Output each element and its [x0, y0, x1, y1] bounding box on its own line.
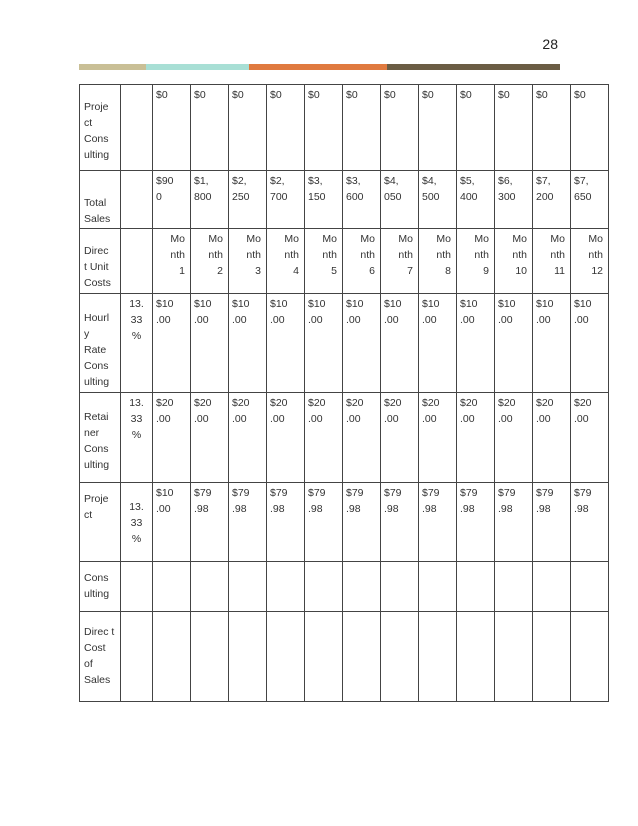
table-cell: [571, 612, 609, 702]
cell-text: $0: [308, 89, 320, 101]
percent-cell: [121, 171, 153, 229]
table-cell: [533, 483, 571, 562]
table-cell: [305, 393, 343, 483]
table-cell: [457, 294, 495, 393]
table-cell: [343, 171, 381, 229]
table-cell: [495, 229, 533, 294]
cell-text: $10 .00: [536, 298, 554, 326]
cell-text: $7, 650: [574, 175, 592, 203]
cell-text: $0: [346, 89, 358, 101]
table-cell: [343, 562, 381, 612]
cell-text: $0: [574, 89, 586, 101]
table-cell: [191, 294, 229, 393]
table-row: [80, 483, 609, 562]
cell-text: $10 .00: [156, 487, 174, 515]
table-cell: [305, 85, 343, 171]
table-cell: [343, 483, 381, 562]
table-cell: [495, 85, 533, 171]
cell-text: $10 .00: [308, 298, 326, 326]
cell-text: $79 .98: [308, 487, 326, 515]
cell-text: Mo nth 3: [246, 233, 261, 277]
cell-text: $5, 400: [460, 175, 478, 203]
table-cell: [533, 393, 571, 483]
cell-text: $79 .98: [536, 487, 554, 515]
table-cell: [381, 294, 419, 393]
table-cell: [267, 393, 305, 483]
table-row: [80, 294, 609, 393]
table-cell: [419, 294, 457, 393]
table-row: [80, 393, 609, 483]
table-cell: [495, 294, 533, 393]
header-color-stripe: [79, 64, 560, 70]
cell-text: $79 .98: [384, 487, 402, 515]
table-cell: [267, 85, 305, 171]
table-cell: [381, 229, 419, 294]
row-label: [80, 171, 121, 229]
table-cell: [153, 393, 191, 483]
table-cell: [457, 483, 495, 562]
table-cell: [229, 229, 267, 294]
percent-cell: [121, 229, 153, 294]
table-cell: [343, 85, 381, 171]
cell-text: $10 .00: [156, 298, 174, 326]
cell-text: $20 .00: [460, 397, 478, 425]
table-cell: [381, 171, 419, 229]
row-label: [80, 562, 121, 612]
table-cell: [305, 229, 343, 294]
table-cell: [229, 294, 267, 393]
table-cell: [229, 612, 267, 702]
cell-text: $79 .98: [194, 487, 212, 515]
cell-text: $10 .00: [498, 298, 516, 326]
table-cell: [153, 562, 191, 612]
cell-text: $10 .00: [574, 298, 592, 326]
table-cell: [343, 393, 381, 483]
cell-text: $20 .00: [232, 397, 250, 425]
table-cell: [229, 171, 267, 229]
cell-text: $20 .00: [422, 397, 440, 425]
percent-cell: [121, 294, 153, 393]
table-row: [80, 85, 609, 171]
cell-text: $20 .00: [308, 397, 326, 425]
percent-cell: [121, 612, 153, 702]
table-cell: [457, 393, 495, 483]
cell-text: $79 .98: [422, 487, 440, 515]
table-cell: [267, 294, 305, 393]
percent-cell: [121, 85, 153, 171]
cell-text: Mo nth 8: [436, 233, 451, 277]
table-cell: [495, 483, 533, 562]
table-cell: [381, 85, 419, 171]
table-row: [80, 171, 609, 229]
cell-text: Mo nth 6: [360, 233, 375, 277]
cell-text: $7, 200: [536, 175, 554, 203]
table-cell: [533, 294, 571, 393]
table-cell: [229, 85, 267, 171]
table-cell: [571, 171, 609, 229]
percent-text: 13. 33 %: [129, 298, 144, 342]
table-cell: [457, 612, 495, 702]
table-cell: [571, 85, 609, 171]
cell-text: $2, 250: [232, 175, 250, 203]
cell-text: $0: [498, 89, 510, 101]
cell-text: $10 .00: [346, 298, 364, 326]
row-label-text: Proje ct Cons ulting: [84, 101, 110, 161]
table-cell: [267, 612, 305, 702]
row-label-text: Direc t Cost of Sales: [84, 626, 115, 686]
table-cell: [419, 612, 457, 702]
table-cell: [571, 294, 609, 393]
table-cell: [457, 562, 495, 612]
cell-text: $0: [460, 89, 472, 101]
cell-text: $10 .00: [422, 298, 440, 326]
percent-cell: [121, 393, 153, 483]
table-cell: [381, 483, 419, 562]
table-cell: [153, 85, 191, 171]
cell-text: $90 0: [156, 175, 174, 203]
row-label: [80, 229, 121, 294]
cell-text: $0: [156, 89, 168, 101]
table-cell: [571, 562, 609, 612]
cell-text: $10 .00: [460, 298, 478, 326]
cell-text: $79 .98: [346, 487, 364, 515]
row-label: [80, 483, 121, 562]
cell-text: $20 .00: [346, 397, 364, 425]
cell-text: $79 .98: [270, 487, 288, 515]
table-cell: [153, 294, 191, 393]
table-cell: [419, 393, 457, 483]
cell-text: $3, 600: [346, 175, 364, 203]
cell-text: $10 .00: [270, 298, 288, 326]
cell-text: Mo nth 11: [550, 233, 565, 277]
cell-text: Mo nth 7: [398, 233, 413, 277]
table-cell: [153, 171, 191, 229]
cell-text: $20 .00: [574, 397, 592, 425]
table-cell: [267, 171, 305, 229]
cell-text: $3, 150: [308, 175, 326, 203]
row-label-text: Direc t Unit Costs: [84, 245, 111, 289]
table-cell: [419, 483, 457, 562]
table-cell: [191, 483, 229, 562]
table-cell: [419, 229, 457, 294]
table-row: [80, 562, 609, 612]
stripe-segment: [146, 64, 249, 70]
cell-text: Mo nth 4: [284, 233, 299, 277]
cell-text: Mo nth 2: [208, 233, 223, 277]
table-cell: [153, 612, 191, 702]
cell-text: $0: [536, 89, 548, 101]
table-cell: [381, 612, 419, 702]
cell-text: $10 .00: [194, 298, 212, 326]
table-cell: [457, 229, 495, 294]
table-cell: [305, 171, 343, 229]
row-label: [80, 294, 121, 393]
table-cell: [305, 612, 343, 702]
cell-text: Mo nth 5: [322, 233, 337, 277]
table-cell: [267, 229, 305, 294]
cell-text: $0: [422, 89, 434, 101]
table-cell: [533, 171, 571, 229]
table-cell: [305, 294, 343, 393]
table-cell: [571, 483, 609, 562]
cell-text: $0: [384, 89, 396, 101]
cell-text: $79 .98: [460, 487, 478, 515]
percent-text: 13. 33 %: [129, 397, 144, 441]
cell-text: $20 .00: [384, 397, 402, 425]
table-cell: [495, 393, 533, 483]
row-label-text: Cons ulting: [84, 572, 110, 600]
stripe-segment: [79, 64, 146, 70]
table-cell: [533, 229, 571, 294]
row-label-text: Total Sales: [84, 197, 111, 225]
table-cell: [191, 171, 229, 229]
percent-cell: [121, 562, 153, 612]
cell-text: $2, 700: [270, 175, 288, 203]
cell-text: $4, 050: [384, 175, 402, 203]
cell-text: $20 .00: [498, 397, 516, 425]
cell-text: $4, 500: [422, 175, 440, 203]
cell-text: $6, 300: [498, 175, 516, 203]
table-cell: [267, 562, 305, 612]
row-label-text: Proje ct: [84, 493, 109, 521]
table-cell: [305, 562, 343, 612]
page-number: 28: [542, 36, 558, 52]
cell-text: $10 .00: [384, 298, 402, 326]
cell-text: $79 .98: [498, 487, 516, 515]
table-cell: [457, 171, 495, 229]
row-label: [80, 393, 121, 483]
table-cell: [153, 229, 191, 294]
table-cell: [419, 171, 457, 229]
cell-text: $20 .00: [156, 397, 174, 425]
table-cell: [419, 562, 457, 612]
table-cell: [495, 171, 533, 229]
stripe-segment: [387, 64, 560, 70]
table-row: [80, 612, 609, 702]
cell-text: $20 .00: [270, 397, 288, 425]
cell-text: Mo nth 9: [474, 233, 489, 277]
table-cell: [457, 85, 495, 171]
table-cell: [533, 562, 571, 612]
table-cell: [267, 483, 305, 562]
cell-text: Mo nth 1: [170, 233, 185, 277]
table-cell: [495, 612, 533, 702]
percent-cell: [121, 483, 153, 562]
table-cell: [191, 85, 229, 171]
table-cell: [343, 294, 381, 393]
table-cell: [153, 483, 191, 562]
table-cell: [191, 393, 229, 483]
table-cell: [381, 393, 419, 483]
table-cell: [191, 612, 229, 702]
cell-text: $1, 800: [194, 175, 212, 203]
table-cell: [343, 229, 381, 294]
stripe-segment: [249, 64, 387, 70]
cell-text: $0: [232, 89, 244, 101]
table-cell: [229, 562, 267, 612]
table-cell: [533, 612, 571, 702]
table-cell: [533, 85, 571, 171]
cell-text: $0: [194, 89, 206, 101]
percent-text: 13. 33 %: [129, 501, 144, 545]
table-cell: [571, 229, 609, 294]
cell-text: $79 .98: [232, 487, 250, 515]
cell-text: $20 .00: [194, 397, 212, 425]
table-cell: [191, 562, 229, 612]
table-cell: [305, 483, 343, 562]
table-cell: [419, 85, 457, 171]
row-label-text: Retai ner Cons ulting: [84, 411, 110, 471]
row-label: [80, 85, 121, 171]
table-cell: [229, 393, 267, 483]
table-cell: [381, 562, 419, 612]
row-label-text: Hourl y Rate Cons ulting: [84, 312, 110, 388]
cell-text: $79 .98: [574, 487, 592, 515]
table-cell: [495, 562, 533, 612]
row-label: [80, 612, 121, 702]
table-row: [80, 229, 609, 294]
table-cell: [571, 393, 609, 483]
cost-of-sales-table: [79, 84, 609, 702]
table-cell: [229, 483, 267, 562]
table-cell: [343, 612, 381, 702]
cell-text: Mo nth 12: [588, 233, 603, 277]
cell-text: $20 .00: [536, 397, 554, 425]
table-cell: [191, 229, 229, 294]
cell-text: $10 .00: [232, 298, 250, 326]
cell-text: $0: [270, 89, 282, 101]
cell-text: Mo nth 10: [512, 233, 527, 277]
